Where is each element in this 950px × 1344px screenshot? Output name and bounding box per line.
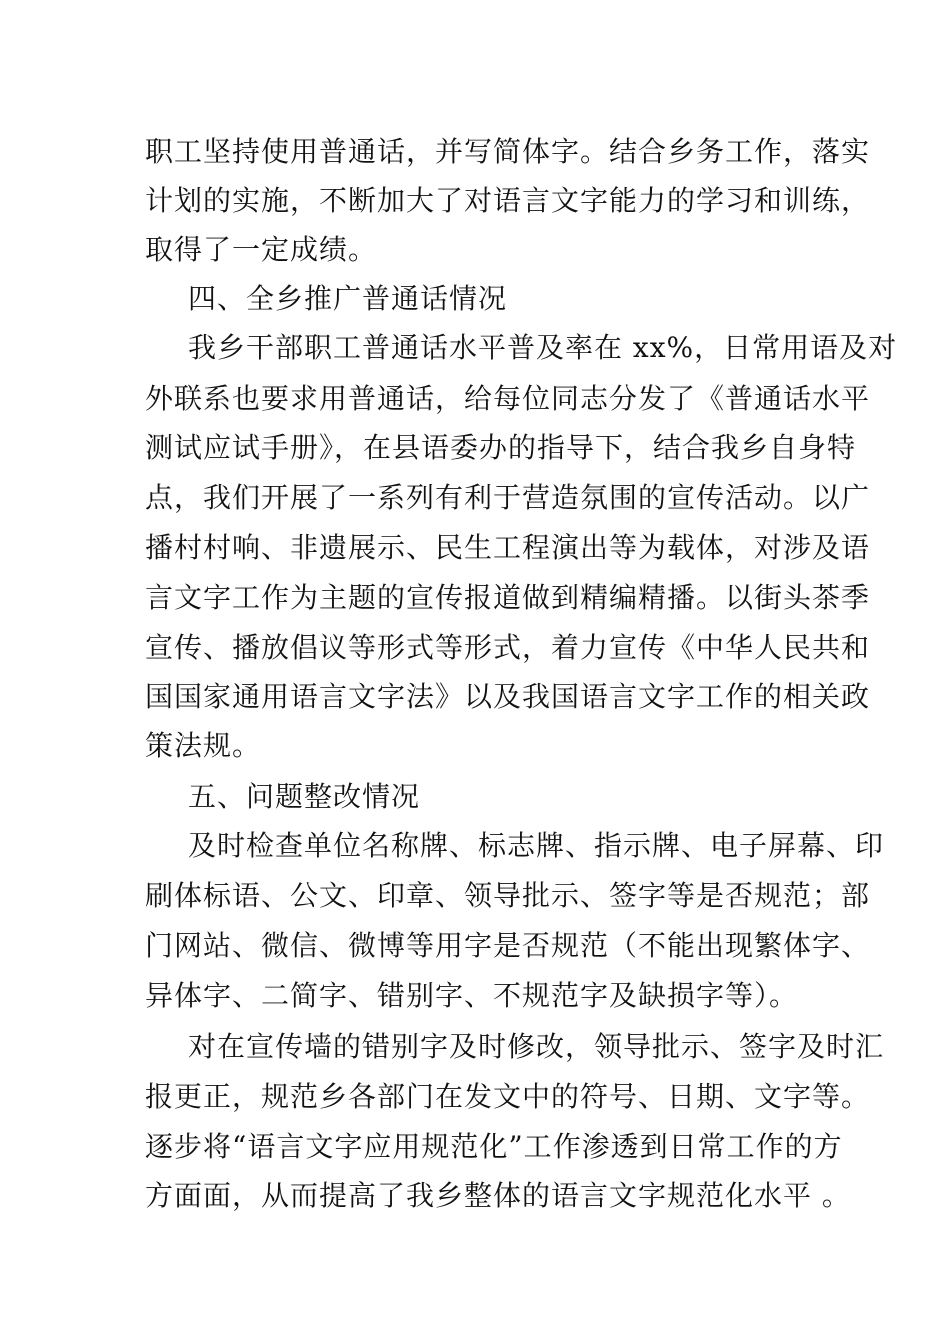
paragraph-line: 报更正，规范乡各部门在发文中的符号、日期、文字等。 bbox=[145, 1080, 871, 1113]
paragraph-line: 播村村响、非遗展示、民生工程演出等为载体，对涉及语 bbox=[145, 531, 871, 564]
section-heading: 五、问题整改情况 bbox=[188, 780, 421, 813]
paragraph-line: 言文字工作为主题的宣传报道做到精编精播。以街头茶季 bbox=[145, 581, 871, 614]
paragraph-line: 方面面，从而提高了我乡整体的语言文字规范化水平 。 bbox=[145, 1179, 851, 1212]
paragraph-line: 对在宣传墙的错别字及时修改，领导批示、签字及时汇 bbox=[188, 1030, 885, 1063]
paragraph-line: 门网站、微信、微博等用字是否规范（不能出现繁体字、 bbox=[145, 929, 871, 962]
paragraph-line: 逐步将“语言文字应用规范化”工作渗透到日常工作的方 bbox=[145, 1130, 843, 1163]
paragraph-line: 及时检查单位名称牌、标志牌、指示牌、电子屏幕、印 bbox=[188, 829, 885, 862]
paragraph-line: 异体字、二简字、错别字、不规范字及缺损字等）。 bbox=[145, 979, 799, 1012]
paragraph-line: 取得了一定成绩。 bbox=[145, 233, 378, 266]
paragraph-line: 国国家通用语言文字法》以及我国语言文字工作的相关政 bbox=[145, 680, 871, 713]
paragraph-line: 刷体标语、公文、印章、领导批示、签字等是否规范；部 bbox=[145, 879, 871, 912]
paragraph-line: 职工坚持使用普通话，并写简体字。结合乡务工作，落实 bbox=[145, 135, 871, 168]
section-heading: 四、全乡推广普通话情况 bbox=[188, 282, 508, 315]
paragraph-line: 策法规。 bbox=[145, 729, 262, 762]
paragraph-line: 点，我们开展了一系列有利于营造氛围的宣传活动。以广 bbox=[145, 481, 871, 514]
paragraph-line: 外联系也要求用普通话，给每位同志分发了《普通话水平 bbox=[145, 382, 871, 415]
paragraph-line: 测试应试手册》，在县语委办的指导下，结合我乡自身特 bbox=[145, 431, 857, 464]
paragraph-line: 我乡干部职工普通话水平普及率在 xx%，日常用语及对 bbox=[188, 331, 898, 364]
paragraph-line: 宣传、播放倡议等形式等形式，着力宣传《中华人民共和 bbox=[145, 631, 871, 664]
paragraph-line: 计划的实施，不断加大了对语言文字能力的学习和训练， bbox=[145, 184, 871, 217]
